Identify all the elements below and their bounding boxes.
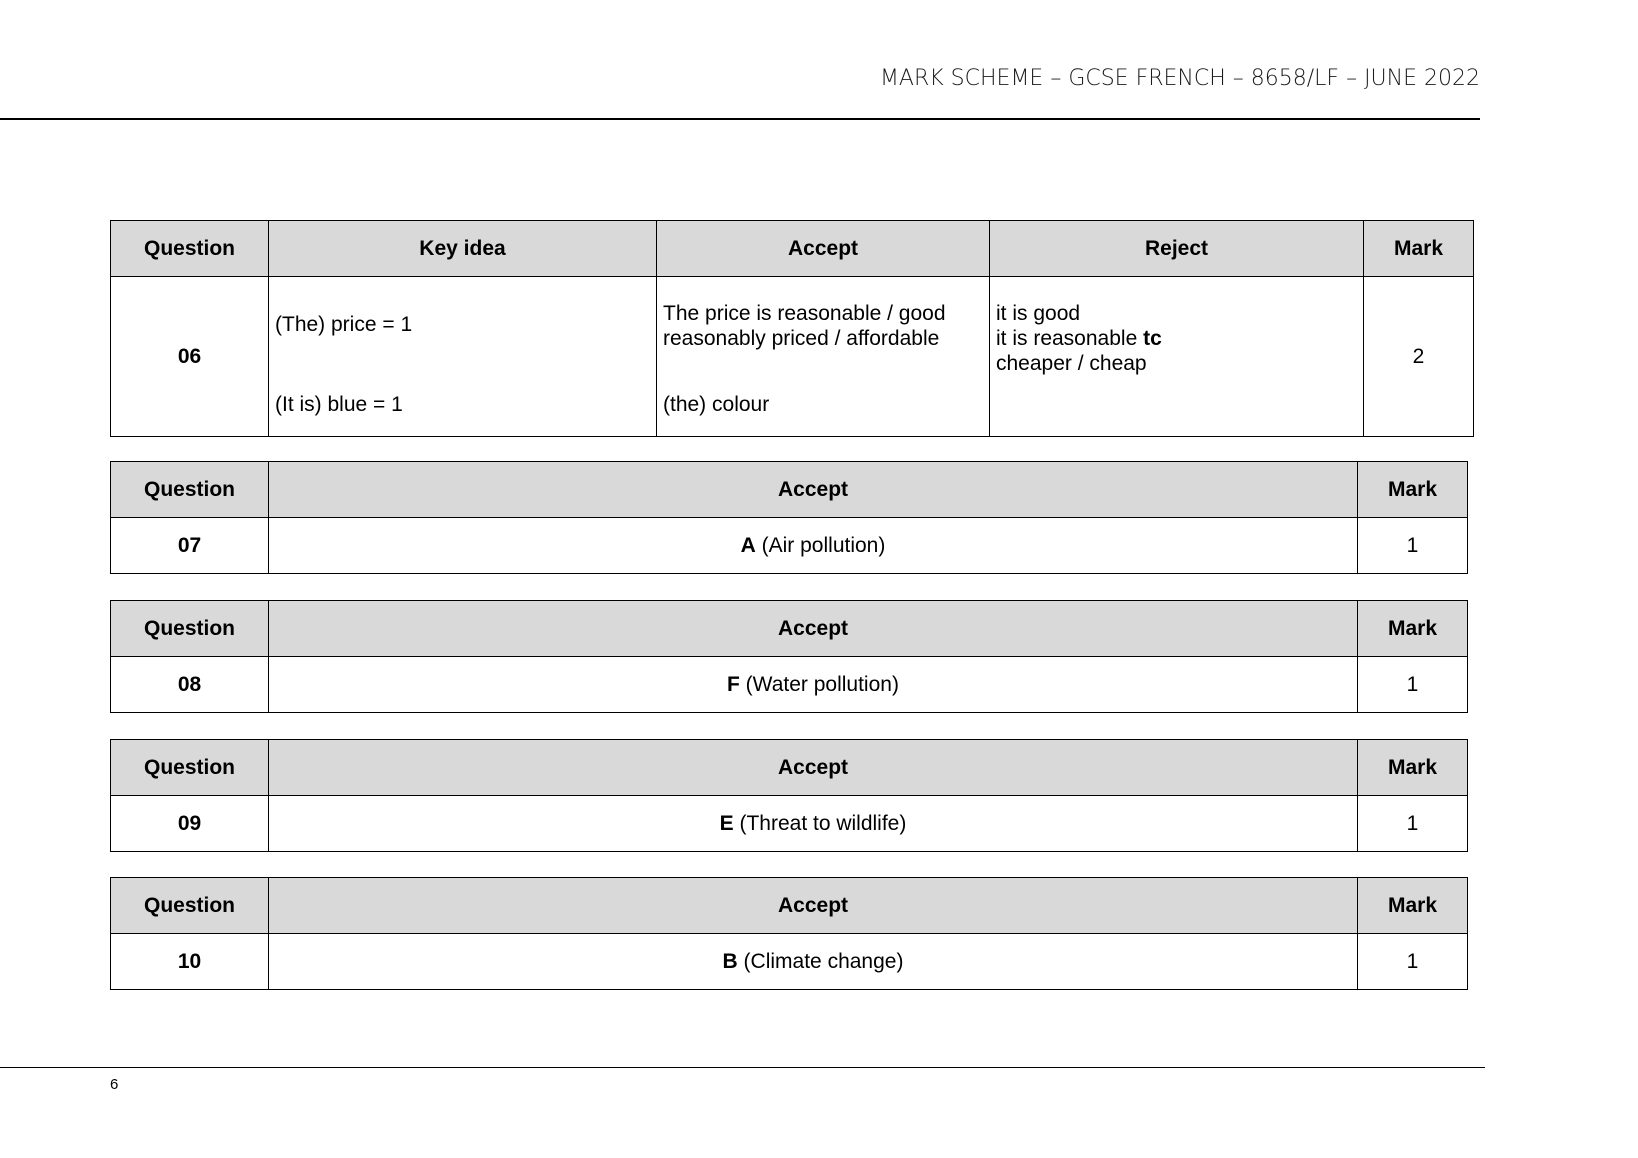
- reject-text: it is reasonable: [996, 327, 1144, 350]
- accept-cell: [657, 277, 990, 437]
- key-idea-line: (It is) blue = 1: [275, 393, 403, 416]
- header-question: Question: [111, 740, 269, 796]
- header-mark: Mark: [1358, 601, 1468, 657]
- header-key-idea: Key idea: [269, 221, 657, 277]
- reject-line: [996, 326, 1162, 351]
- header-mark: Mark: [1358, 740, 1468, 796]
- header-accept: Accept: [269, 601, 1358, 657]
- header-mark: Mark: [1358, 462, 1468, 518]
- accept-line: The price is reasonable / good: [663, 302, 946, 325]
- header-accept: Accept: [657, 221, 990, 277]
- reject-bold-tc: tc: [1143, 327, 1162, 350]
- question-number: 07: [111, 518, 269, 574]
- question-number: 08: [111, 657, 269, 713]
- accept-line: reasonably priced / affordable: [663, 327, 940, 350]
- accept-cell: [269, 934, 1358, 990]
- answer-letter: A: [740, 533, 756, 557]
- mark-value: 1: [1358, 934, 1468, 990]
- reject-line: it is good: [996, 302, 1081, 325]
- mark-value: 2: [1364, 277, 1474, 437]
- mark-table-question-10: [110, 877, 1468, 990]
- header-reject: Reject: [990, 221, 1364, 277]
- mark-table-question-08: [110, 600, 1468, 713]
- key-idea-line: (The) price = 1: [275, 313, 413, 336]
- mark-value: 1: [1358, 518, 1468, 574]
- answer-text: (Water pollution): [739, 672, 899, 696]
- answer-text: (Climate change): [737, 949, 904, 973]
- mark-table-question-09: [110, 739, 1468, 852]
- answer-letter: F: [727, 672, 740, 696]
- accept-line: (the) colour: [663, 393, 770, 416]
- question-number: 09: [111, 796, 269, 852]
- header-mark: Mark: [1358, 878, 1468, 934]
- header-accept: Accept: [269, 740, 1358, 796]
- question-number: 06: [111, 277, 269, 437]
- accept-cell: [269, 796, 1358, 852]
- mark-value: 1: [1358, 796, 1468, 852]
- accept-cell: [269, 518, 1358, 574]
- header-question: Question: [111, 221, 269, 277]
- answer-text: (Air pollution): [755, 533, 886, 557]
- header-mark: Mark: [1364, 221, 1474, 277]
- question-number: 10: [111, 934, 269, 990]
- header-divider: [0, 118, 1480, 120]
- mark-value: 1: [1358, 657, 1468, 713]
- answer-letter: E: [719, 811, 734, 835]
- accept-cell: [269, 657, 1358, 713]
- header-accept: Accept: [269, 462, 1358, 518]
- mark-table-question-07: [110, 461, 1468, 574]
- header-question: Question: [111, 462, 269, 518]
- header-question: Question: [111, 601, 269, 657]
- page-number: 6: [110, 1076, 119, 1093]
- key-idea-cell: [269, 277, 657, 437]
- footer-divider: [0, 1067, 1485, 1068]
- answer-letter: B: [722, 949, 738, 973]
- answer-text: (Threat to wildlife): [733, 811, 907, 835]
- header-question: Question: [111, 878, 269, 934]
- header-accept: Accept: [269, 878, 1358, 934]
- reject-cell: [990, 277, 1364, 437]
- mark-table-question-06: [110, 220, 1474, 437]
- page-header-title: MARK SCHEME – GCSE FRENCH – 8658/LF – JUNE 2022: [879, 66, 1480, 91]
- reject-line: cheaper / cheap: [996, 352, 1147, 375]
